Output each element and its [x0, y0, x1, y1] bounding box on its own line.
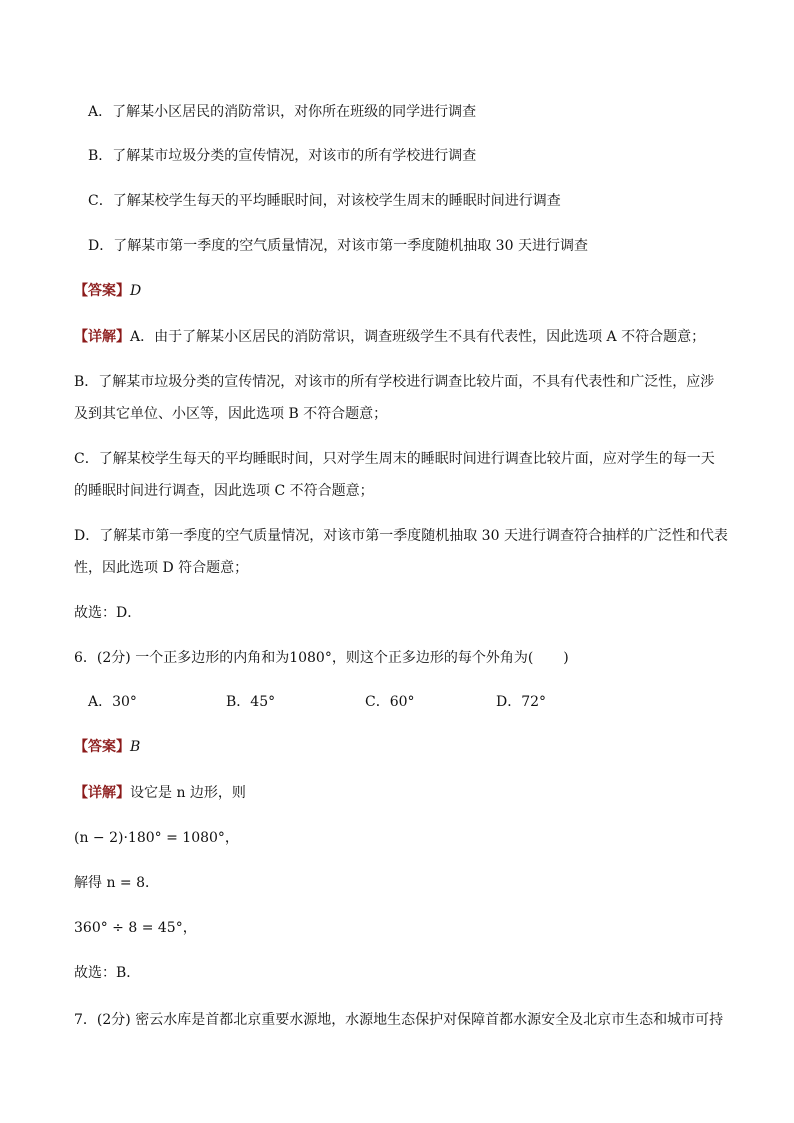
- q5-option-b: B．了解某市垃圾分类的宣传情况，对该市的所有学校进行调查: [88, 148, 477, 164]
- q6-conclusion: 故选：B．: [74, 965, 141, 981]
- q5-detail-line-7: 性，因此选项 D 符合题意；: [74, 560, 249, 576]
- q5-detail-line-1: [74, 327, 705, 347]
- q6-option-a: A．30°: [88, 694, 137, 710]
- q5-answer: [74, 281, 141, 301]
- q7-stem: 7．(2分) 密云水库是首都北京重要水源地，水源地生态保护对保障首都水源安全及北京市生态和城市可持: [74, 1012, 724, 1028]
- q5-detail-line-2: B．了解某市垃圾分类的宣传情况，对该市的所有学校进行调查比较片面，不具有代表性和广泛性，应涉: [74, 374, 715, 390]
- q5-detail-line-5: 的睡眠时间进行调查，因此选项 C 不符合题意；: [74, 483, 374, 499]
- q5-detail-line-3: 及到其它单位、小区等，因此选项 B 不符合题意；: [74, 406, 388, 422]
- q6-stem-end: ): [563, 650, 569, 666]
- answer-value: D: [130, 283, 142, 299]
- q6-equation-2: 解得 n = 8．: [74, 875, 160, 891]
- q5-option-d: D．了解某市第一季度的空气质量情况，对该市第一季度随机抽取 30 天进行调查: [88, 238, 588, 254]
- q5-conclusion: 故选：D．: [74, 605, 142, 621]
- q6-stem: [74, 648, 569, 668]
- detail-tag: 【详解】: [74, 329, 130, 345]
- answer-tag: 【答案】: [74, 739, 130, 755]
- q6-detail-line-1: [74, 783, 246, 803]
- answer-tag: 【答案】: [74, 283, 130, 299]
- q5-detail-line-6: D．了解某市第一季度的空气质量情况，对该市第一季度随机抽取 30 天进行调查符合抽样的广泛性和代表: [74, 528, 728, 544]
- q6-option-d: D．72°: [496, 694, 547, 710]
- q6-equation-1: (n − 2)·180° = 1080°，: [74, 830, 239, 846]
- q6-equation-3: 360° ÷ 8 = 45°，: [74, 920, 197, 936]
- q5-detail-line-4: C．了解某校学生每天的平均睡眠时间，只对学生周末的睡眠时间进行调查比较片面，应对学生的每一天: [74, 451, 715, 467]
- q5-option-c: C．了解某校学生每天的平均睡眠时间，对该校学生周末的睡眠时间进行调查: [88, 193, 561, 209]
- detail-tag: 【详解】: [74, 785, 130, 801]
- q6-answer: [74, 737, 140, 757]
- detail-text: A．由于了解某小区居民的消防常识，调查班级学生不具有代表性，因此选项 A 不符合题意；: [130, 329, 706, 345]
- q5-option-a: A．了解某小区居民的消防常识，对你所在班级的同学进行调查: [88, 104, 477, 120]
- q6-option-b: B．45°: [226, 694, 276, 710]
- answer-value: B: [130, 739, 141, 755]
- q6-stem-text: 6．(2分) 一个正多边形的内角和为1080°，则这个正多边形的每个外角为(: [74, 650, 534, 666]
- detail-text: 设它是 n 边形，则: [130, 785, 246, 801]
- q6-option-c: C．60°: [365, 694, 415, 710]
